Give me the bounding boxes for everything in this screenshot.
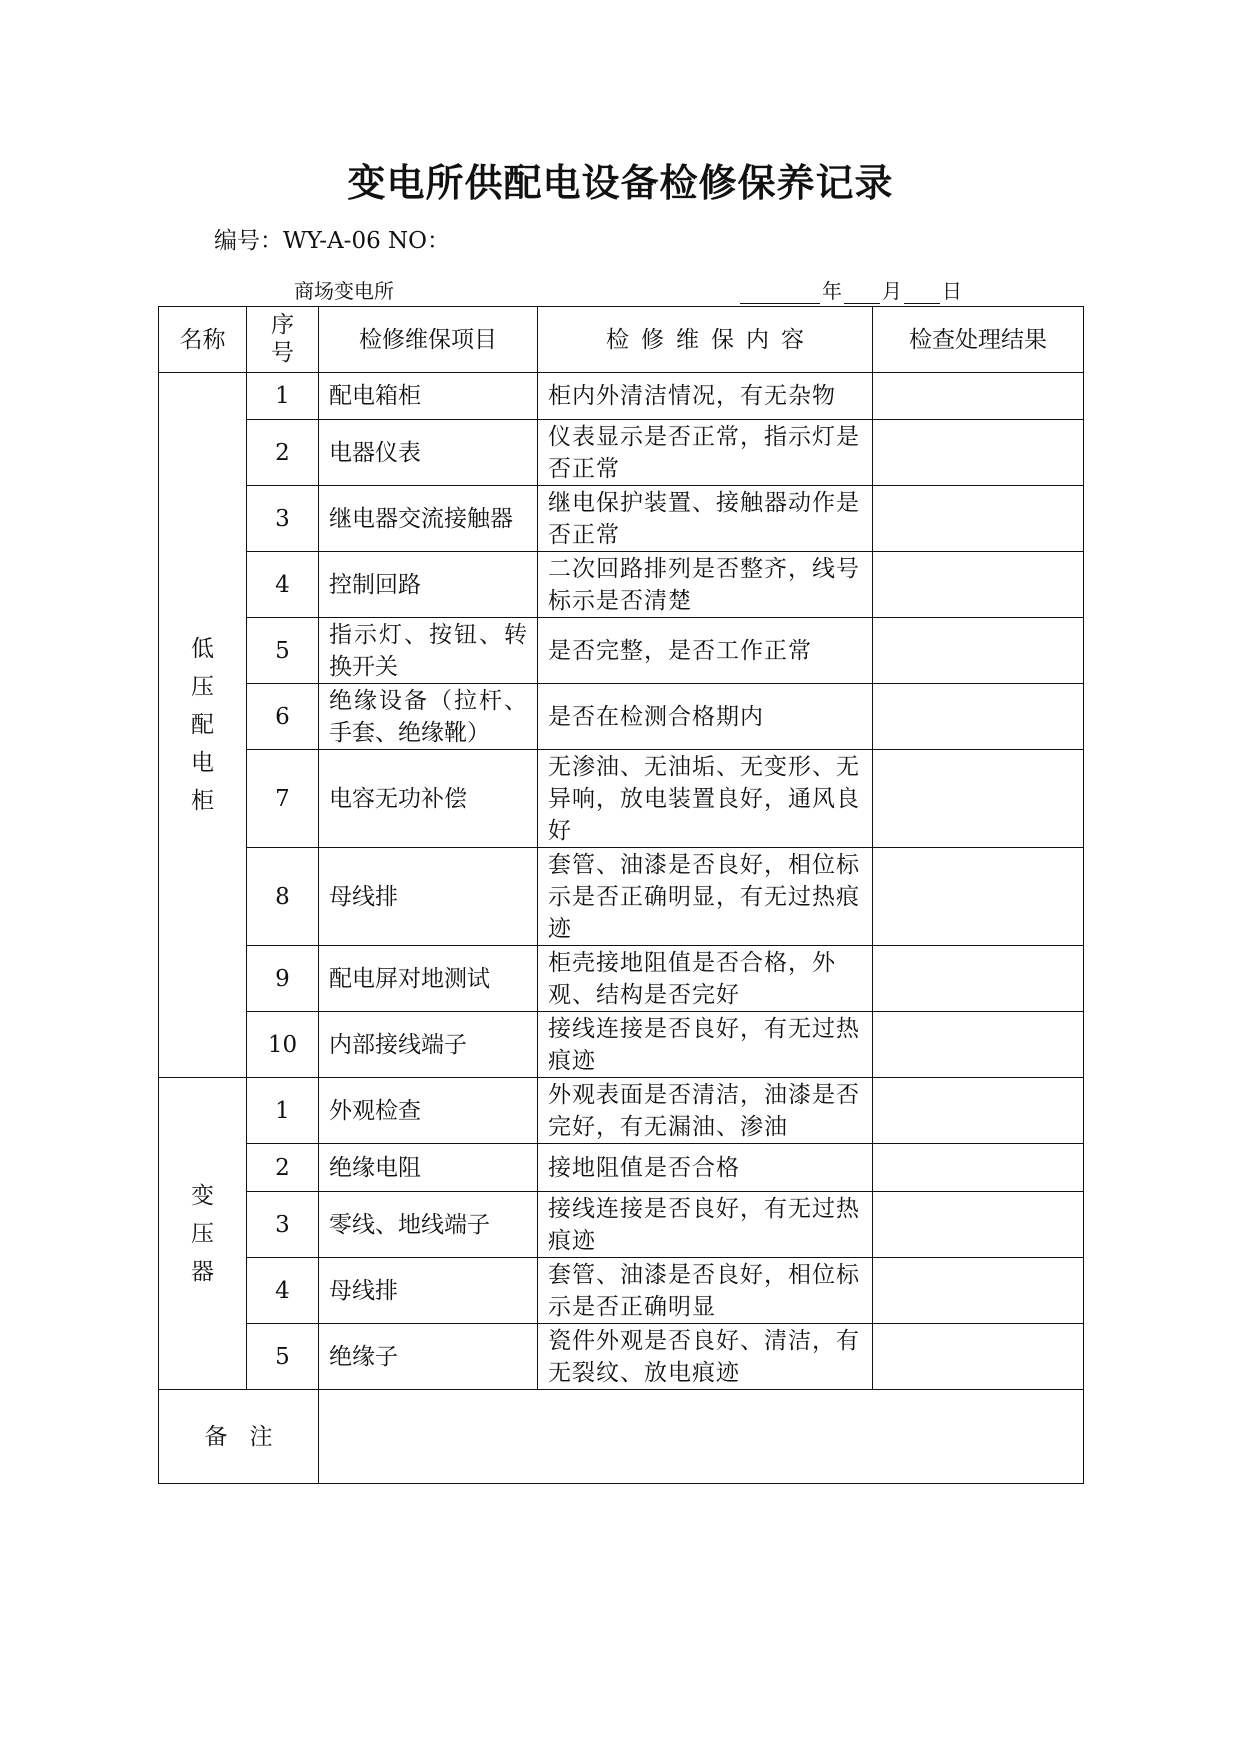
- row-content: 瓷件外观是否良好、清洁，有无裂纹、放电痕迹: [538, 1324, 873, 1390]
- row-content: 套管、油漆是否良好，相位标示是否正确明显，有无过热痕迹: [538, 848, 873, 946]
- row-result[interactable]: [873, 1012, 1084, 1078]
- group-name: 变压器: [191, 1182, 214, 1285]
- year-blank[interactable]: [740, 281, 820, 304]
- month-unit: 月: [882, 279, 902, 303]
- table-row: [159, 684, 1084, 750]
- row-item: 继电器交流接触器: [319, 486, 538, 552]
- row-content: 仪表显示是否正常，指示灯是否正常: [538, 420, 873, 486]
- row-item: 配电箱柜: [319, 373, 538, 420]
- row-item: 外观检查: [319, 1078, 538, 1144]
- row-content: 外观表面是否清洁，油漆是否完好，有无漏油、渗油: [538, 1078, 873, 1144]
- row-item: 母线排: [319, 848, 538, 946]
- document-title: 变电所供配电设备检修保养记录: [347, 160, 894, 205]
- group-name-cell: [159, 1078, 247, 1390]
- row-result[interactable]: [873, 1324, 1084, 1390]
- maintenance-record-table: [158, 306, 1084, 1484]
- row-item: 绝缘子: [319, 1324, 538, 1390]
- location-label: 商场变电所: [294, 279, 394, 303]
- row-result[interactable]: [873, 848, 1084, 946]
- document-code: 编号：WY-A-06 NO：: [214, 228, 451, 254]
- row-seq: 3: [247, 1192, 319, 1258]
- row-result[interactable]: [873, 486, 1084, 552]
- row-content: 继电保护装置、接触器动作是否正常: [538, 486, 873, 552]
- table-row: [159, 1258, 1084, 1324]
- row-content: 柜壳接地阻值是否合格，外观、结构是否完好: [538, 946, 873, 1012]
- row-seq: 5: [247, 1324, 319, 1390]
- table-row: [159, 946, 1084, 1012]
- row-item: 内部接线端子: [319, 1012, 538, 1078]
- row-result[interactable]: [873, 1258, 1084, 1324]
- remark-field[interactable]: [319, 1390, 1084, 1484]
- group-name: 低压配电柜: [191, 636, 214, 814]
- row-item: 电器仪表: [319, 420, 538, 486]
- row-item: 指示灯、按钮、转换开关: [319, 618, 538, 684]
- row-seq: 3: [247, 486, 319, 552]
- row-seq: 5: [247, 618, 319, 684]
- group-name-cell: [159, 373, 247, 1078]
- row-item: 绝缘设备（拉杆、手套、绝缘靴）: [319, 684, 538, 750]
- table-header-row: [159, 307, 1084, 373]
- row-result[interactable]: [873, 552, 1084, 618]
- header-result: 检查处理结果: [873, 307, 1084, 373]
- table-row: [159, 1324, 1084, 1390]
- row-seq: 7: [247, 750, 319, 848]
- table-row: [159, 552, 1084, 618]
- row-content: 接线连接是否良好，有无过热痕迹: [538, 1012, 873, 1078]
- table-row: [159, 750, 1084, 848]
- row-item: 控制回路: [319, 552, 538, 618]
- row-content: 接地阻值是否合格: [538, 1144, 873, 1192]
- row-seq: 8: [247, 848, 319, 946]
- row-result[interactable]: [873, 750, 1084, 848]
- row-seq: 6: [247, 684, 319, 750]
- remark-label: 备注: [159, 1390, 319, 1484]
- row-result[interactable]: [873, 420, 1084, 486]
- row-seq: 1: [247, 373, 319, 420]
- row-seq: 2: [247, 1144, 319, 1192]
- day-unit: 日: [942, 279, 962, 303]
- row-seq: 4: [247, 552, 319, 618]
- row-content: 接线连接是否良好，有无过热痕迹: [538, 1192, 873, 1258]
- row-item: 零线、地线端子: [319, 1192, 538, 1258]
- row-result[interactable]: [873, 1192, 1084, 1258]
- day-blank[interactable]: [904, 281, 940, 304]
- header-item: 检修维保项目: [319, 307, 538, 373]
- header-name: 名称: [159, 307, 247, 373]
- row-item: 母线排: [319, 1258, 538, 1324]
- table-row: [159, 1012, 1084, 1078]
- table-row: [159, 373, 1084, 420]
- table-row: [159, 848, 1084, 946]
- row-result[interactable]: [873, 373, 1084, 420]
- row-content: 是否完整，是否工作正常: [538, 618, 873, 684]
- remark-row: [159, 1390, 1084, 1484]
- row-result[interactable]: [873, 1144, 1084, 1192]
- table-row: [159, 1144, 1084, 1192]
- row-content: 是否在检测合格期内: [538, 684, 873, 750]
- table-row: [159, 618, 1084, 684]
- table-row: [159, 1078, 1084, 1144]
- row-content: 套管、油漆是否良好，相位标示是否正确明显: [538, 1258, 873, 1324]
- row-content: 柜内外清洁情况，有无杂物: [538, 373, 873, 420]
- header-seq-label: 序号: [271, 311, 294, 366]
- row-result[interactable]: [873, 946, 1084, 1012]
- header-seq: [247, 307, 319, 373]
- header-content: 检修维保内容: [538, 307, 873, 373]
- row-result[interactable]: [873, 1078, 1084, 1144]
- row-item: 绝缘电阻: [319, 1144, 538, 1192]
- row-result[interactable]: [873, 684, 1084, 750]
- row-content: 无渗油、无油垢、无变形、无异响，放电装置良好，通风良好: [538, 750, 873, 848]
- row-item: 配电屏对地测试: [319, 946, 538, 1012]
- row-result[interactable]: [873, 618, 1084, 684]
- row-seq: 10: [247, 1012, 319, 1078]
- table-row: [159, 420, 1084, 486]
- row-item: 电容无功补偿: [319, 750, 538, 848]
- row-seq: 2: [247, 420, 319, 486]
- table-row: [159, 486, 1084, 552]
- year-unit: 年: [822, 279, 842, 303]
- table-row: [159, 1192, 1084, 1258]
- row-content: 二次回路排列是否整齐，线号标示是否清楚: [538, 552, 873, 618]
- row-seq: 1: [247, 1078, 319, 1144]
- date-line: [740, 275, 964, 304]
- row-seq: 9: [247, 946, 319, 1012]
- row-seq: 4: [247, 1258, 319, 1324]
- month-blank[interactable]: [844, 281, 880, 304]
